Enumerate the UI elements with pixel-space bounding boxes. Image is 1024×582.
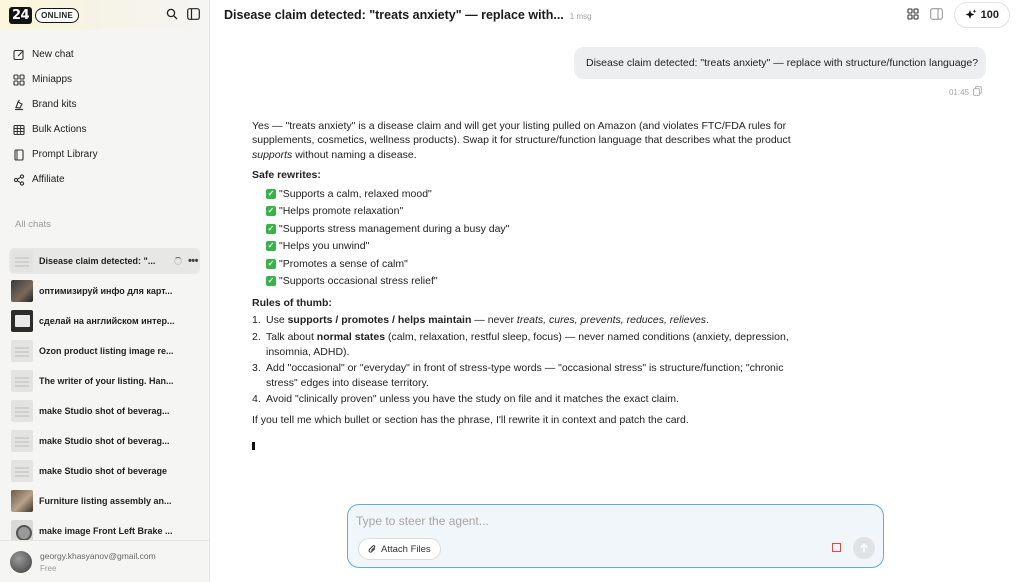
nav-miniapps[interactable] (0, 67, 209, 92)
chat-item-label: Ozon product listing image re... (39, 346, 174, 356)
list-item: 3. Add "occasional" or "everyday" in front of stress-type words — "occasional stress" is structure/function; "chronic stress" edges into disease territory. (252, 362, 784, 389)
layout-grid-icon[interactable] (907, 8, 919, 23)
list-item-text: "Supports occasional stress relief" (279, 275, 438, 288)
checkmark-icon: ✓ (267, 206, 275, 216)
nav-label: Bulk Actions (32, 124, 87, 135)
rule-text: . (706, 314, 709, 327)
composer (347, 504, 884, 568)
chat-thumbnail (11, 400, 33, 422)
nav-label: Affiliate (32, 174, 65, 185)
account-email: georgy.khasyanov@gmail.com (40, 550, 156, 561)
prompt-input[interactable] (356, 514, 826, 528)
list-item: 4. Avoid "clinically proven" unless you have the study on file and it matches the exact claim. (252, 393, 679, 406)
answer-intro-emphasis: supports (252, 148, 293, 161)
more-options-icon[interactable]: ••• (187, 255, 198, 267)
chat-item-label: make Studio shot of beverag... (39, 436, 170, 446)
attach-files-label: Attach Files (381, 543, 431, 555)
rule-emphasis: treats, cures, prevents, reduces, relieves (516, 314, 706, 327)
avatar (10, 551, 32, 573)
nav-label: Brand kits (32, 99, 77, 110)
chat-title: Disease claim detected: "treats anxiety" — replace with... (224, 8, 564, 22)
list-item (252, 220, 792, 238)
rule-text: Add "occasional" or "everyday" in front of stress-type words — "occasional stress" is structure/function; "chronic stress" edges into disease territory. (266, 362, 784, 389)
list-item: 1. Use supports / promotes / helps maintain — never treats, cures, prevents, reduces, relieves. (252, 314, 709, 327)
chat-header (210, 0, 1024, 30)
user-message (574, 47, 986, 79)
chat-item[interactable] (9, 368, 200, 394)
list-item: 2. Talk about normal states (calm, relaxation, restful sleep, focus) — never named conditions (anxiety, depression, insomnia, ADHD). (252, 331, 789, 358)
rule-text: — never (471, 314, 517, 327)
sidebar-toggle-icon[interactable] (187, 8, 200, 23)
chat-thumbnail (11, 310, 33, 332)
rule-bold: normal states (316, 331, 386, 344)
checkmark-icon: ✓ (267, 258, 275, 268)
chat-thumbnail (11, 490, 33, 512)
chat-item[interactable] (9, 398, 200, 424)
copy-icon[interactable] (973, 86, 982, 98)
chat-item[interactable] (9, 488, 200, 514)
credits-count: 100 (980, 9, 999, 21)
arrow-up-icon (859, 543, 869, 553)
rule-text: Use (266, 314, 288, 327)
chat-item-label: make Studio shot of beverag... (39, 406, 170, 416)
chat-item[interactable] (9, 458, 200, 484)
assistant-message (252, 119, 792, 433)
share-icon (13, 174, 25, 186)
nav-label: Miniapps (32, 74, 73, 85)
rule-text: (calm, relaxation, restful sleep, focus) — never named conditions (anxiety, depression, insomnia, ADHD). (266, 331, 789, 358)
list-item (252, 255, 792, 273)
chat-item-label: make Studio shot of beverage (39, 466, 168, 476)
safe-rewrites-list (252, 185, 792, 290)
answer-intro-text: without naming a disease. (292, 148, 417, 161)
answer-outro: If you tell me which bullet or section has the phrase, I'll rewrite it in context and patch the card. (252, 413, 689, 426)
chat-item-label: сделай на английском интер... (39, 316, 175, 326)
list-item-text: "Helps you unwind" (279, 240, 370, 253)
list-item (252, 185, 792, 203)
chat-item[interactable] (9, 428, 200, 454)
loading-spinner-icon (174, 257, 182, 265)
chat-item[interactable] (9, 278, 200, 304)
credits-button[interactable] (954, 2, 1010, 28)
chat-thumbnail (11, 370, 33, 392)
nav-label: Prompt Library (32, 149, 98, 160)
stamp-icon (13, 99, 25, 111)
rule-text: Talk about (266, 331, 317, 344)
checkmark-icon: ✓ (267, 223, 275, 233)
list-item (252, 203, 792, 221)
chat-thumbnail (11, 250, 33, 272)
sidebar-nav (0, 30, 209, 192)
chat-thumbnail (11, 520, 33, 542)
account-footer[interactable] (0, 540, 209, 582)
search-icon[interactable] (166, 8, 178, 23)
rule-bold: supports / promotes / helps maintain (287, 314, 472, 327)
book-icon (13, 149, 25, 161)
nav-new-chat[interactable] (0, 42, 209, 67)
nav-bulk-actions[interactable] (0, 117, 209, 142)
nav-brand-kits[interactable] (0, 92, 209, 117)
list-item-text: "Promotes a sense of calm" (279, 257, 408, 270)
checkmark-icon: ✓ (267, 241, 275, 251)
list-item-text: "Helps promote relaxation" (279, 205, 404, 218)
message-meta (949, 86, 982, 98)
chat-item-label: make image Front Left Brake ... (39, 526, 173, 536)
logo-mark: 24 (9, 7, 32, 24)
chat-item-label: Furniture listing assembly an... (39, 496, 172, 506)
chat-list (0, 248, 209, 544)
nav-affiliate[interactable] (0, 167, 209, 192)
edit-icon (13, 49, 25, 61)
list-item-text: "Supports a calm, relaxed mood" (279, 187, 432, 200)
chat-item[interactable] (9, 308, 200, 334)
sparkle-icon (965, 9, 977, 21)
chat-thumbnail (11, 430, 33, 452)
rule-text: Avoid "clinically proven" unless you have the study on file and it matches the exact claim. (266, 393, 679, 406)
chat-item-label: Disease claim detected: "... (39, 256, 156, 266)
side-panel-icon[interactable] (930, 8, 943, 23)
table-icon (13, 124, 25, 136)
checkmark-icon: ✓ (267, 276, 275, 286)
answer-intro (252, 119, 792, 162)
answer-intro-text: Yes — "treats anxiety" is a disease claim and will get your listing pulled on Amazon (and violates FTC/FDA rules for supplements, cosmetics, wellness products). Swap it for structure/function language that describes what the product (252, 120, 791, 147)
list-item (252, 238, 792, 256)
safe-rewrites-heading: Safe rewrites: (252, 168, 321, 181)
send-button[interactable] (853, 537, 875, 559)
all-chats-heading: All chats (15, 219, 51, 230)
chat-item-label: оптимизируй инфо для карт... (39, 286, 173, 296)
rules-list (252, 313, 792, 406)
list-item-text: "Supports stress management during a busy day" (279, 222, 510, 235)
message-count: 1 msg (569, 11, 592, 21)
chat-item-label: The writer of your listing. Han... (39, 376, 174, 386)
user-message-text: Disease claim detected: "treats anxiety" — replace with structure/function language? (586, 57, 979, 69)
message-time: 01:45 (948, 87, 969, 97)
chat-thumbnail (11, 280, 33, 302)
rules-heading: Rules of thumb: (252, 297, 332, 310)
stop-icon[interactable] (832, 543, 841, 552)
nav-prompt-library[interactable] (0, 142, 209, 167)
chat-item[interactable] (9, 338, 200, 364)
online-badge: ONLINE (35, 8, 79, 23)
attach-files-button[interactable] (358, 538, 441, 560)
chat-thumbnail (11, 340, 33, 362)
logo[interactable] (9, 7, 79, 24)
checkmark-icon: ✓ (267, 188, 275, 198)
account-plan: Free (40, 563, 57, 573)
list-item (252, 273, 792, 291)
sidebar-header (0, 0, 209, 30)
chat-thumbnail (11, 460, 33, 482)
grid-icon (13, 74, 25, 86)
nav-label: New chat (32, 49, 74, 60)
streaming-cursor (252, 442, 255, 450)
chat-item-active[interactable] (9, 248, 200, 274)
paperclip-icon (368, 544, 377, 554)
sidebar (0, 0, 210, 582)
